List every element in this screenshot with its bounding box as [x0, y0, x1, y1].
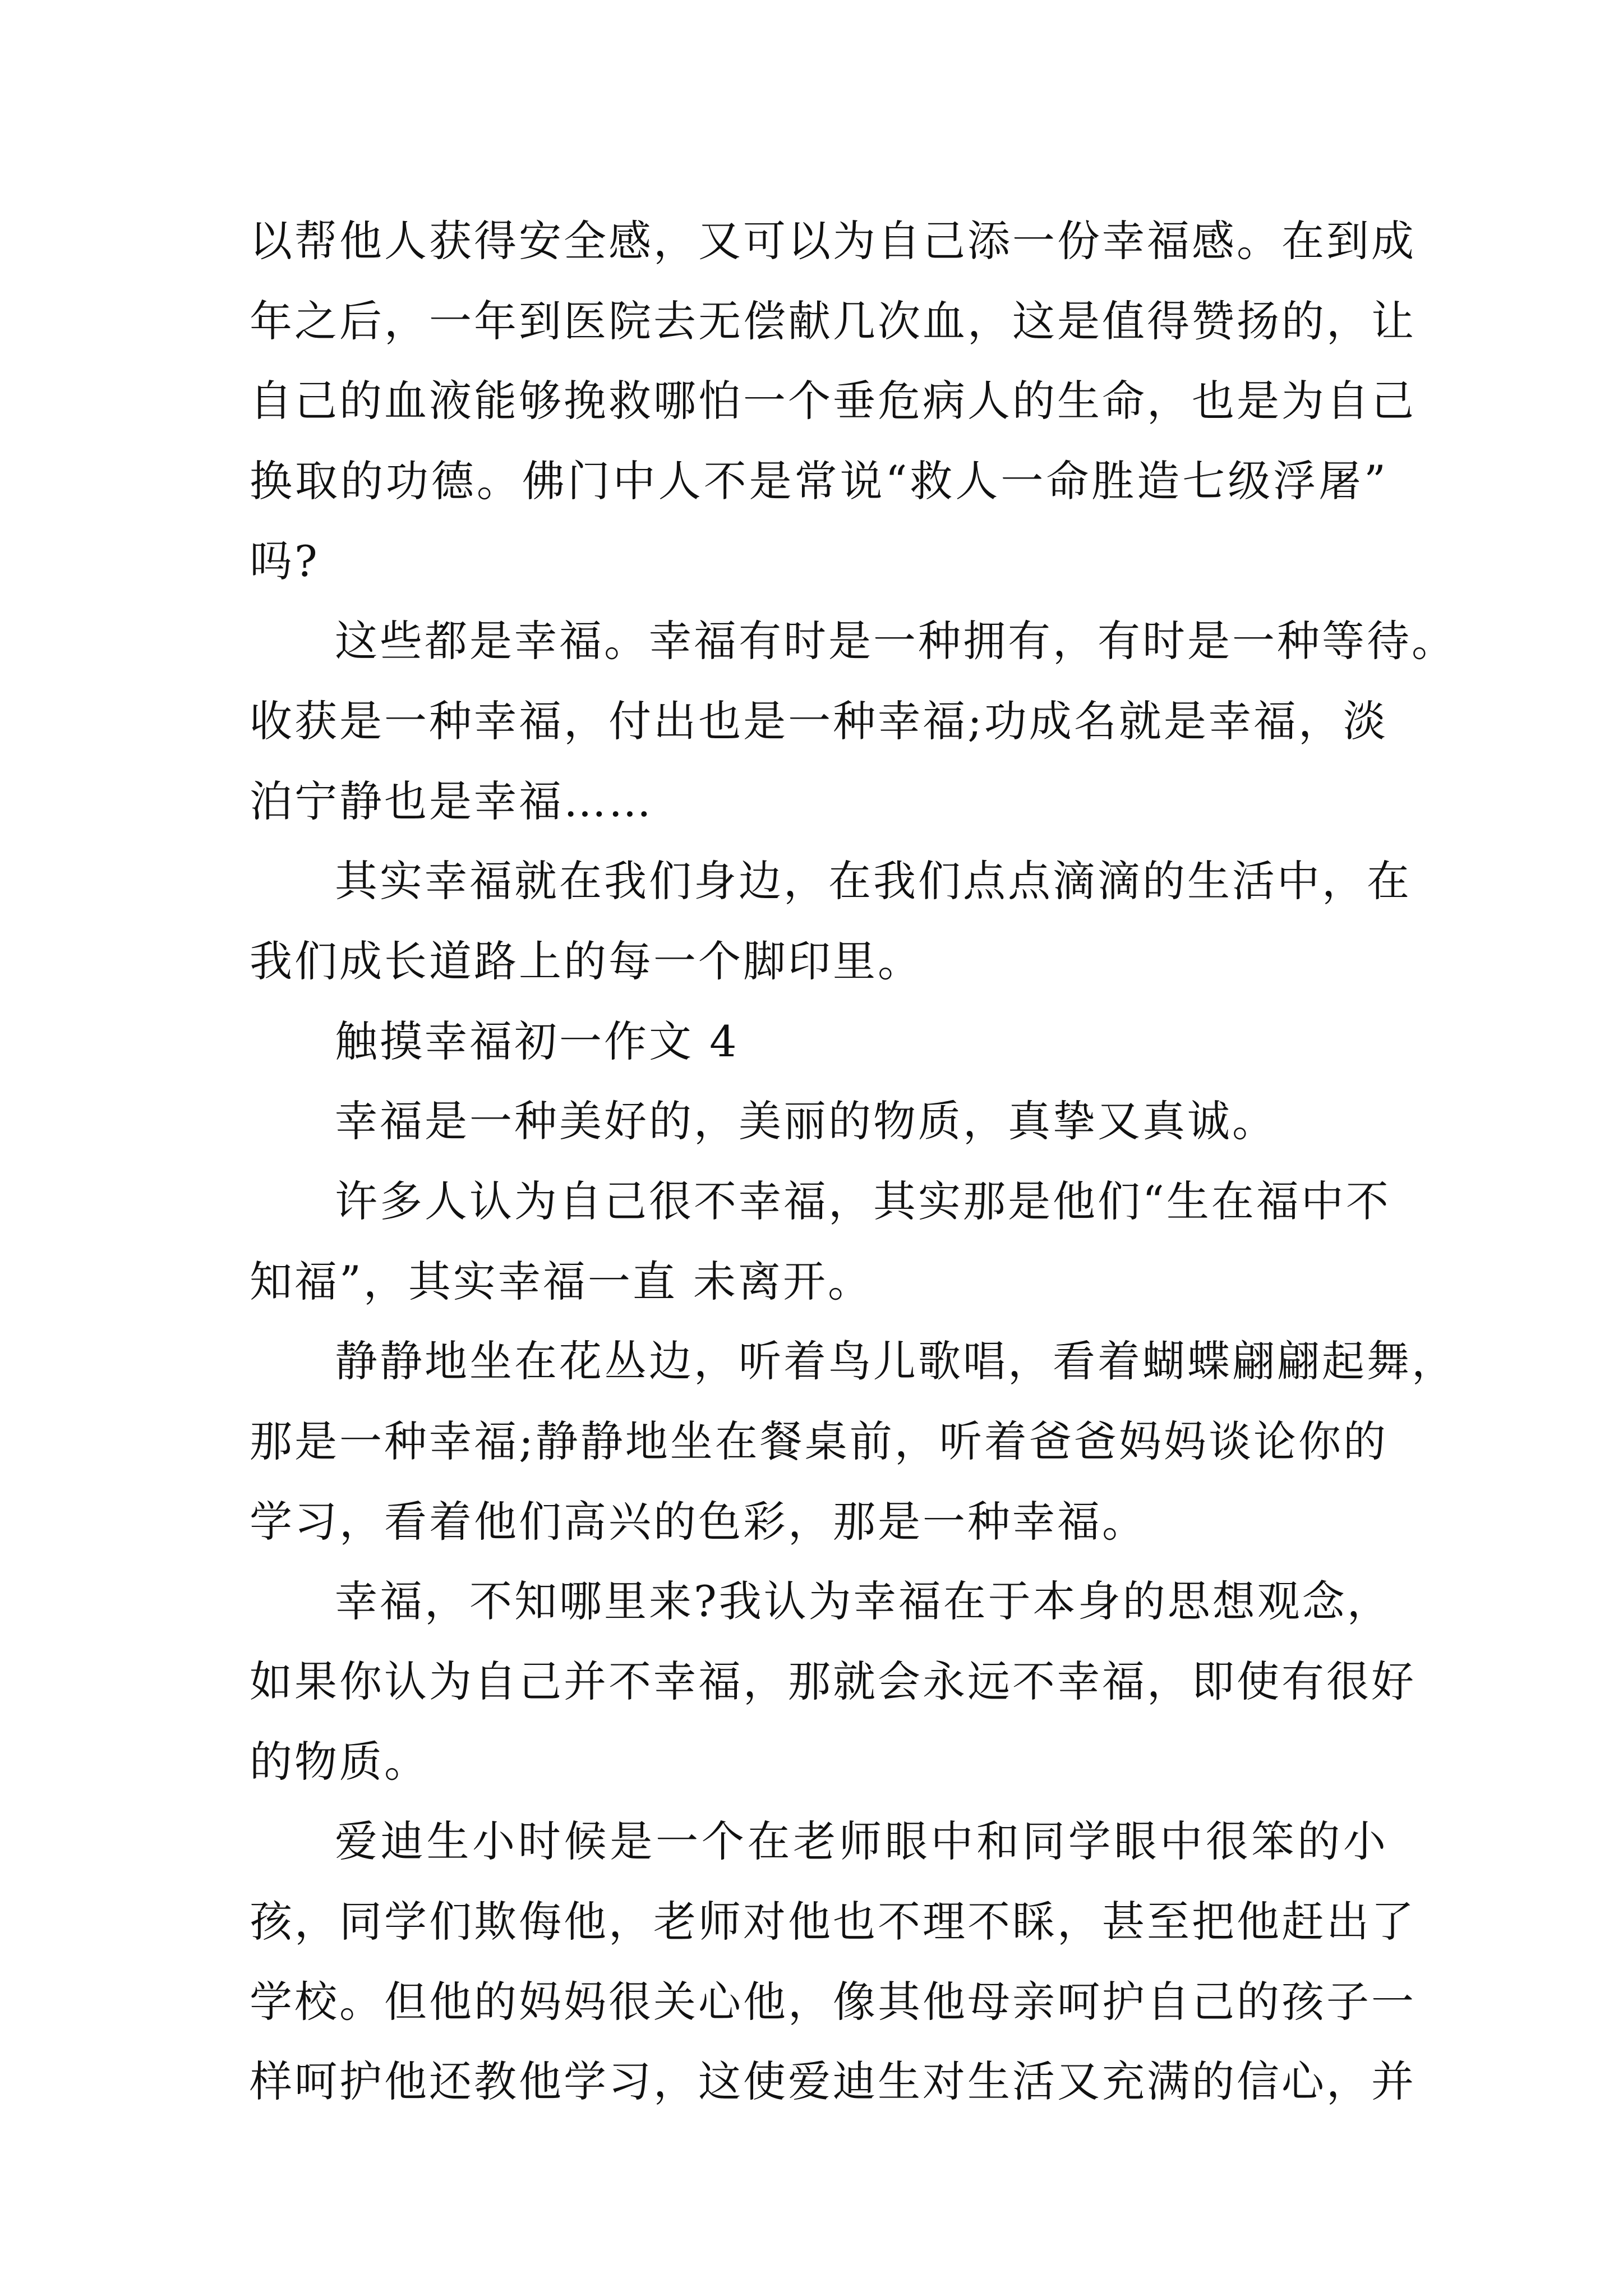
text-line: 学校。但他的妈妈很关心他，像其他母亲呵护自己的孩子一: [250, 1977, 1416, 2027]
text-line: 以帮他人获得安全感，又可以为自己添一份幸福感。在到成: [250, 216, 1416, 266]
text-line: 换取的功德。佛门中人不是常说“救人一命胜造七级浮屠”: [250, 456, 1388, 506]
text-line: 我们成长道路上的每一个脚印里。: [250, 936, 923, 986]
paragraph-first-line: 静静地坐在花丛边，听着鸟儿歌唱，看着蝴蝶翩翩起舞，: [335, 1336, 1456, 1386]
text-line: 泊宁静也是幸福……: [250, 776, 653, 826]
text-line: 年之后，一年到医院去无偿献几次血，这是值得赞扬的，让: [250, 296, 1416, 346]
text-line: 学习，看着他们高兴的色彩，那是一种幸福。: [250, 1497, 1147, 1547]
paragraph-first-line: 许多人认为自己很不幸福，其实那是他们“生在福中不: [335, 1176, 1391, 1226]
text-line: 的物质。: [250, 1737, 429, 1787]
text-line: 孩，同学们欺侮他，老师对他也不理不睬，甚至把他赶出了: [250, 1897, 1416, 1947]
section-heading: 触摸幸福初一作文 4: [335, 1016, 739, 1066]
text-line: 自己的血液能够挽救哪怕一个垂危病人的生命，也是为自己: [250, 376, 1416, 426]
paragraph-first-line: 幸福是一种美好的，美丽的物质，真挚又真诚。: [335, 1096, 1277, 1146]
paragraph-first-line: 其实幸福就在我们身边，在我们点点滴滴的生活中，在: [335, 856, 1412, 906]
text-line: 知福”，其实幸福一直 未离开。: [250, 1257, 873, 1306]
paragraph-first-line: 爱迪生小时候是一个在老师眼中和同学眼中很笨的小: [335, 1816, 1388, 1866]
text-line: 那是一种幸福;静静地坐在餐桌前，听着爸爸妈妈谈论你的: [250, 1416, 1388, 1466]
text-line: 如果你认为自己并不幸福，那就会永远不幸福，即使有很好: [250, 1657, 1416, 1706]
paragraph-first-line: 幸福，不知哪里来?我认为幸福在于本身的思想观念，: [335, 1576, 1392, 1626]
text-line: 收获是一种幸福，付出也是一种幸福;功成名就是幸福，淡: [250, 696, 1388, 746]
text-line: 样呵护他还教他学习，这使爱迪生对生活又充满的信心，并: [250, 2056, 1416, 2106]
paragraph-first-line: 这些都是幸福。幸福有时是一种拥有，有时是一种等待。: [335, 616, 1456, 666]
text-line: 吗?: [250, 536, 320, 586]
